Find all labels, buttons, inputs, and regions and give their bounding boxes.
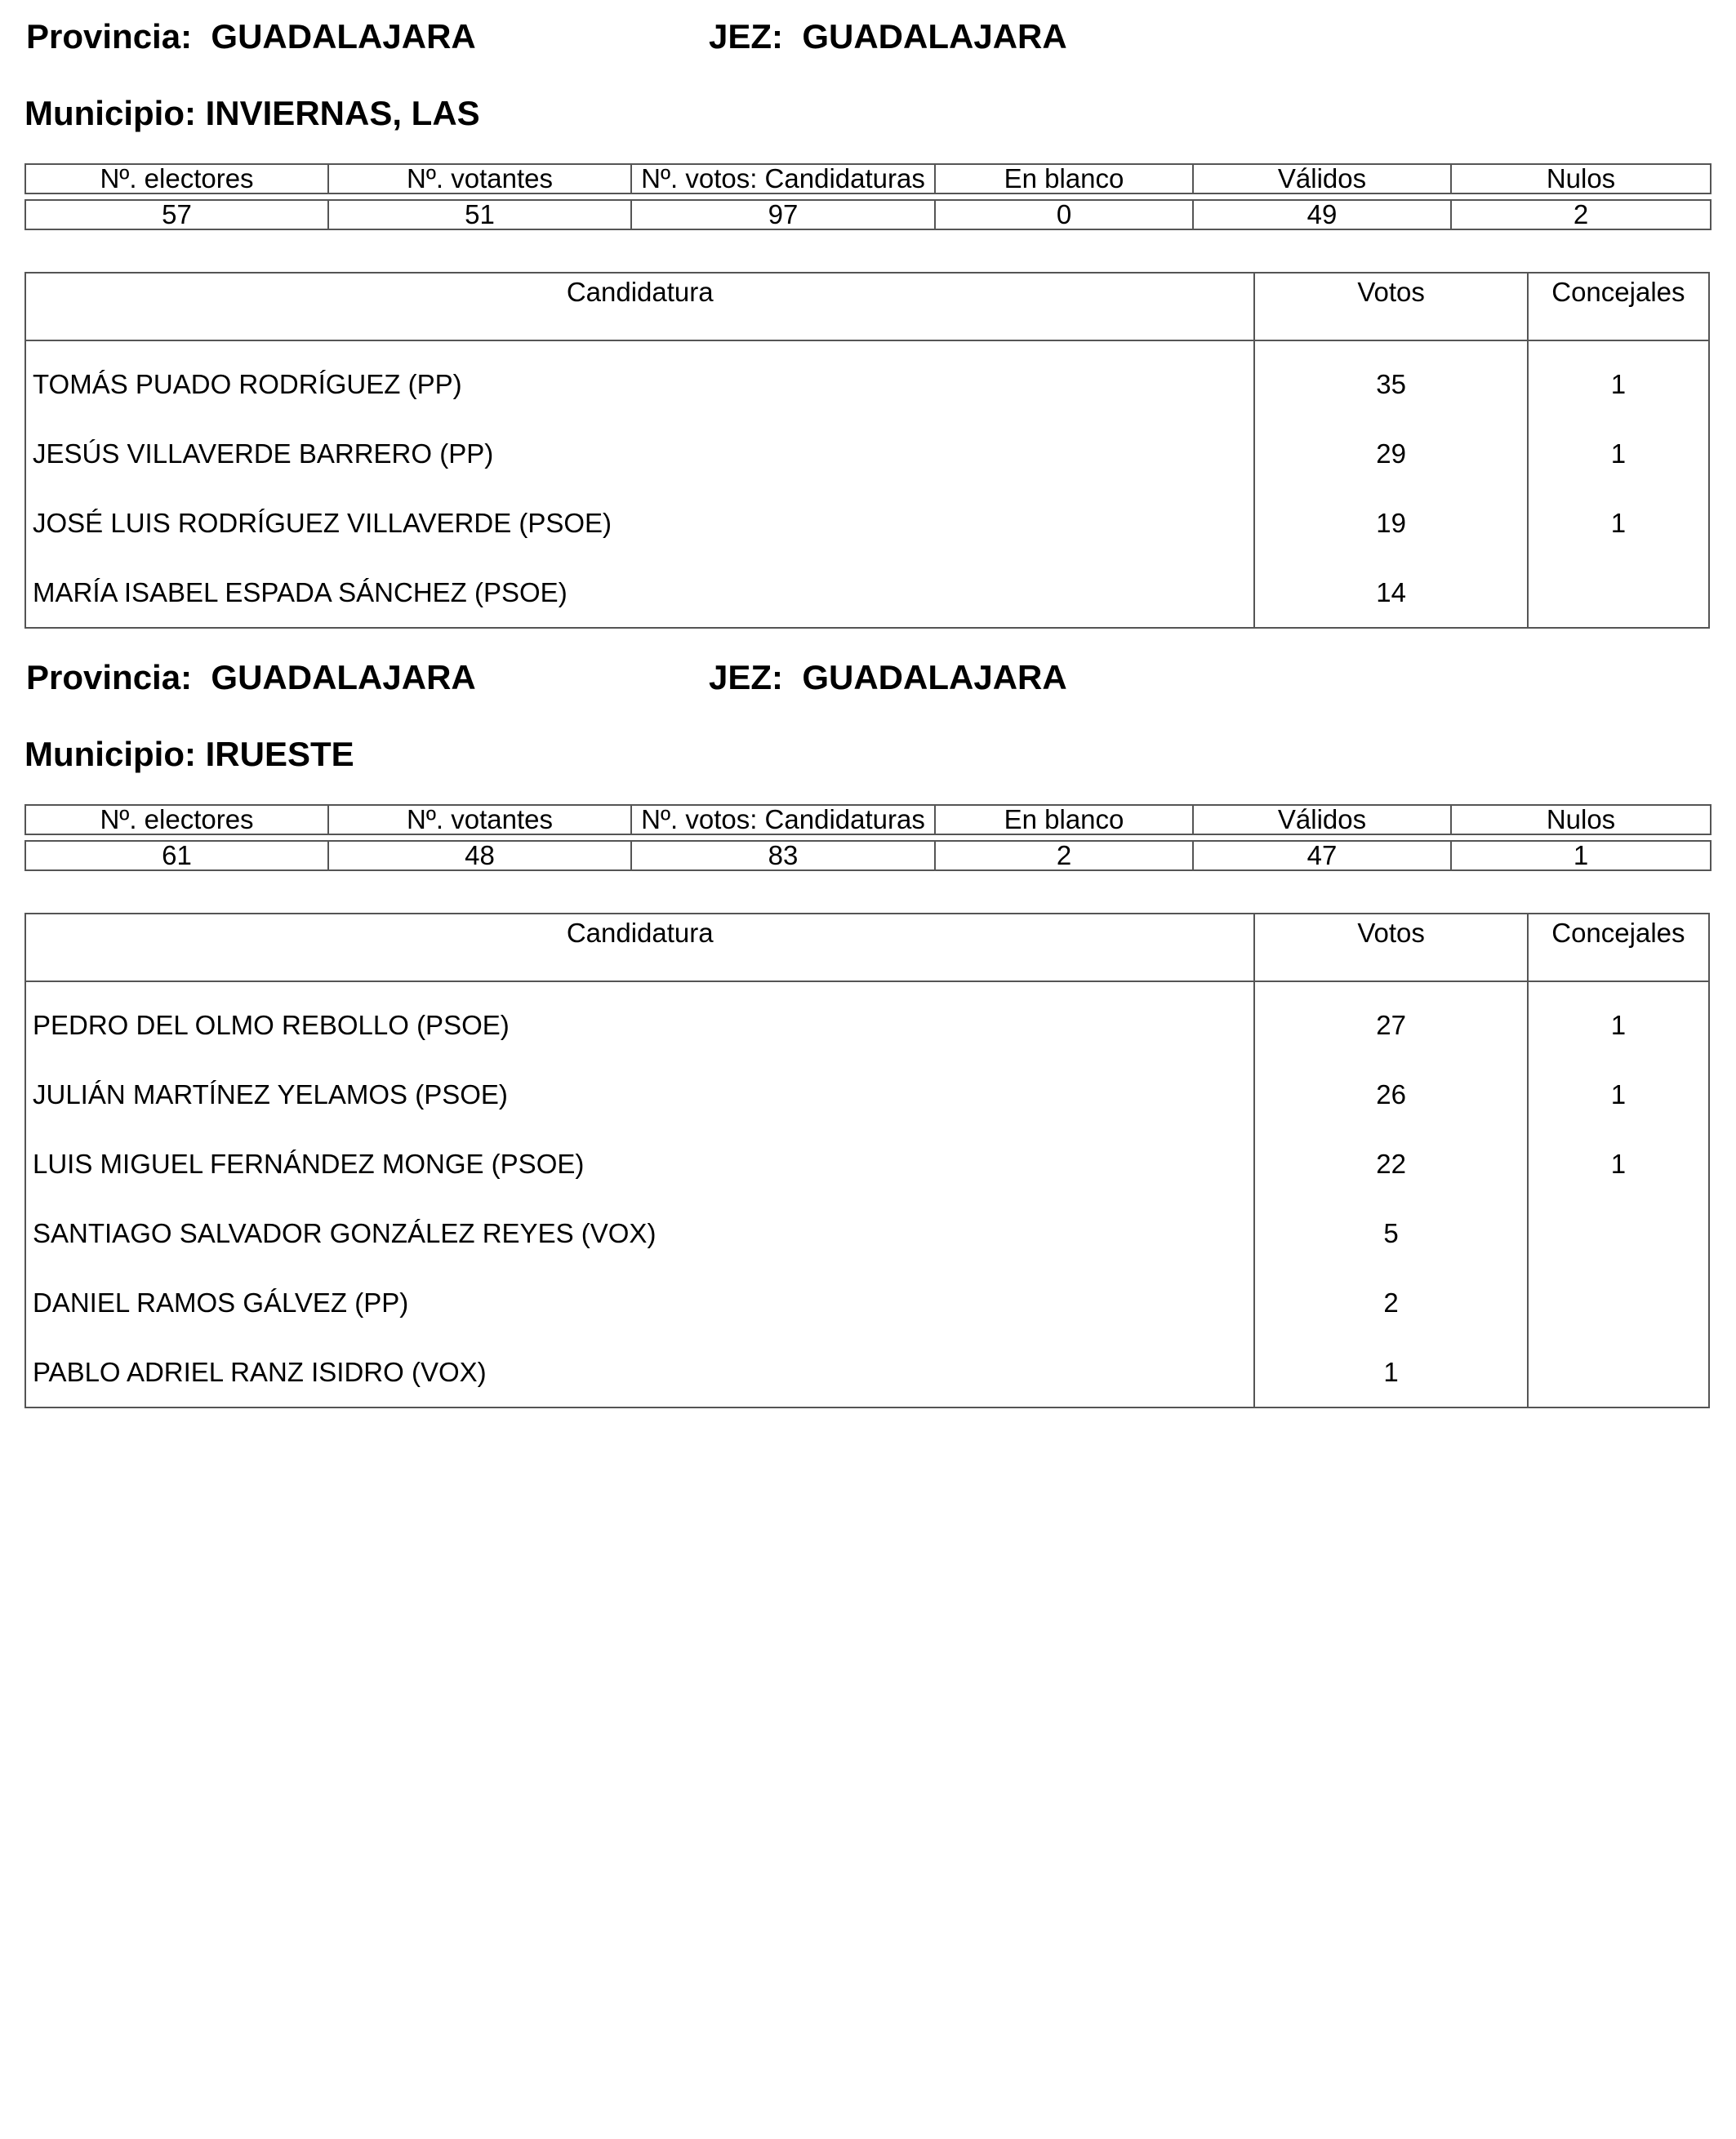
candidate-votos: 14 <box>1254 558 1527 628</box>
candidate-votos: 26 <box>1254 1060 1527 1129</box>
candidates-header-row <box>25 273 1709 340</box>
stat-value-en-blanco: 0 <box>935 200 1193 229</box>
stat-header-nulos: Nulos <box>1451 164 1711 193</box>
stat-header-electores: Nº. electores <box>25 805 328 834</box>
candidate-concejales <box>1528 1198 1709 1268</box>
col-header-concejales: Concejales <box>1528 914 1709 981</box>
candidate-concejales <box>1528 1268 1709 1337</box>
col-header-candidatura: Candidatura <box>25 273 1254 340</box>
candidate-votos: 27 <box>1254 981 1527 1060</box>
stat-value-nulos: 2 <box>1451 200 1711 229</box>
municipio-section <box>24 16 1710 607</box>
candidate-name: MARÍA ISABEL ESPADA SÁNCHEZ (PSOE) <box>25 558 1254 628</box>
stats-values-row <box>25 841 1711 870</box>
section-header <box>24 657 1710 734</box>
stat-value-electores: 61 <box>25 841 328 870</box>
stats-table <box>24 163 1712 230</box>
stat-value-nulos: 1 <box>1451 841 1711 870</box>
candidate-votos: 5 <box>1254 1198 1527 1268</box>
stat-header-votos-candidaturas: Nº. votos: Candidaturas <box>631 805 935 834</box>
stat-header-validos: Válidos <box>1193 164 1451 193</box>
candidate-name: JULIÁN MARTÍNEZ YELAMOS (PSOE) <box>25 1060 1254 1129</box>
candidate-row <box>25 340 1709 419</box>
candidate-row <box>25 1129 1709 1198</box>
stat-header-votantes: Nº. votantes <box>328 805 631 834</box>
candidate-row <box>25 1268 1709 1337</box>
stats-header-row <box>25 805 1711 834</box>
candidate-name: SANTIAGO SALVADOR GONZÁLEZ REYES (VOX) <box>25 1198 1254 1268</box>
candidate-row <box>25 558 1709 628</box>
stat-value-votantes: 51 <box>328 200 631 229</box>
candidates-table <box>24 272 1710 629</box>
jez-label: JEZ: GUADALAJARA <box>709 658 1067 696</box>
stats-table <box>24 804 1712 871</box>
stat-value-electores: 57 <box>25 200 328 229</box>
candidate-votos: 1 <box>1254 1337 1527 1407</box>
stats-header-row <box>25 164 1711 193</box>
section-header <box>24 16 1710 93</box>
candidate-row <box>25 981 1709 1060</box>
col-header-votos: Votos <box>1254 273 1527 340</box>
stat-value-validos: 49 <box>1193 200 1451 229</box>
candidate-concejales <box>1528 558 1709 628</box>
municipio-section <box>24 657 1710 1387</box>
candidate-votos: 22 <box>1254 1129 1527 1198</box>
provincia-label: Provincia: GUADALAJARA <box>26 658 476 696</box>
stat-header-en-blanco: En blanco <box>935 164 1193 193</box>
jez-label: JEZ: GUADALAJARA <box>709 17 1067 56</box>
candidate-votos: 19 <box>1254 488 1527 558</box>
municipio-title: Municipio: IRUESTE <box>24 735 354 773</box>
stat-header-votos-candidaturas: Nº. votos: Candidaturas <box>631 164 935 193</box>
candidate-name: TOMÁS PUADO RODRÍGUEZ (PP) <box>25 340 1254 419</box>
candidate-row <box>25 488 1709 558</box>
candidate-row <box>25 1198 1709 1268</box>
stat-value-votos-candidaturas: 83 <box>631 841 935 870</box>
candidate-name: LUIS MIGUEL FERNÁNDEZ MONGE (PSOE) <box>25 1129 1254 1198</box>
candidate-name: JESÚS VILLAVERDE BARRERO (PP) <box>25 419 1254 488</box>
col-header-votos: Votos <box>1254 914 1527 981</box>
stat-value-en-blanco: 2 <box>935 841 1193 870</box>
candidate-votos: 29 <box>1254 419 1527 488</box>
candidate-name: PEDRO DEL OLMO REBOLLO (PSOE) <box>25 981 1254 1060</box>
stat-value-votantes: 48 <box>328 841 631 870</box>
col-header-candidatura: Candidatura <box>25 914 1254 981</box>
candidate-name: DANIEL RAMOS GÁLVEZ (PP) <box>25 1268 1254 1337</box>
candidate-name: JOSÉ LUIS RODRÍGUEZ VILLAVERDE (PSOE) <box>25 488 1254 558</box>
stat-header-en-blanco: En blanco <box>935 805 1193 834</box>
candidate-concejales <box>1528 1337 1709 1407</box>
provincia-label: Provincia: GUADALAJARA <box>26 17 476 56</box>
stat-header-electores: Nº. electores <box>25 164 328 193</box>
candidate-votos: 2 <box>1254 1268 1527 1337</box>
candidate-row <box>25 419 1709 488</box>
candidate-name: PABLO ADRIEL RANZ ISIDRO (VOX) <box>25 1337 1254 1407</box>
candidate-row <box>25 1337 1709 1407</box>
candidate-concejales: 1 <box>1528 981 1709 1060</box>
stat-value-votos-candidaturas: 97 <box>631 200 935 229</box>
candidate-votos: 35 <box>1254 340 1527 419</box>
stats-values-row <box>25 200 1711 229</box>
candidate-concejales: 1 <box>1528 1129 1709 1198</box>
stat-value-validos: 47 <box>1193 841 1451 870</box>
col-header-concejales: Concejales <box>1528 273 1709 340</box>
candidate-concejales: 1 <box>1528 1060 1709 1129</box>
candidate-concejales: 1 <box>1528 340 1709 419</box>
candidate-row <box>25 1060 1709 1129</box>
candidate-concejales: 1 <box>1528 488 1709 558</box>
candidates-header-row <box>25 914 1709 981</box>
stat-header-nulos: Nulos <box>1451 805 1711 834</box>
stat-header-validos: Válidos <box>1193 805 1451 834</box>
candidates-table <box>24 913 1710 1408</box>
municipio-title: Municipio: INVIERNAS, LAS <box>24 94 480 132</box>
stat-header-votantes: Nº. votantes <box>328 164 631 193</box>
candidate-concejales: 1 <box>1528 419 1709 488</box>
